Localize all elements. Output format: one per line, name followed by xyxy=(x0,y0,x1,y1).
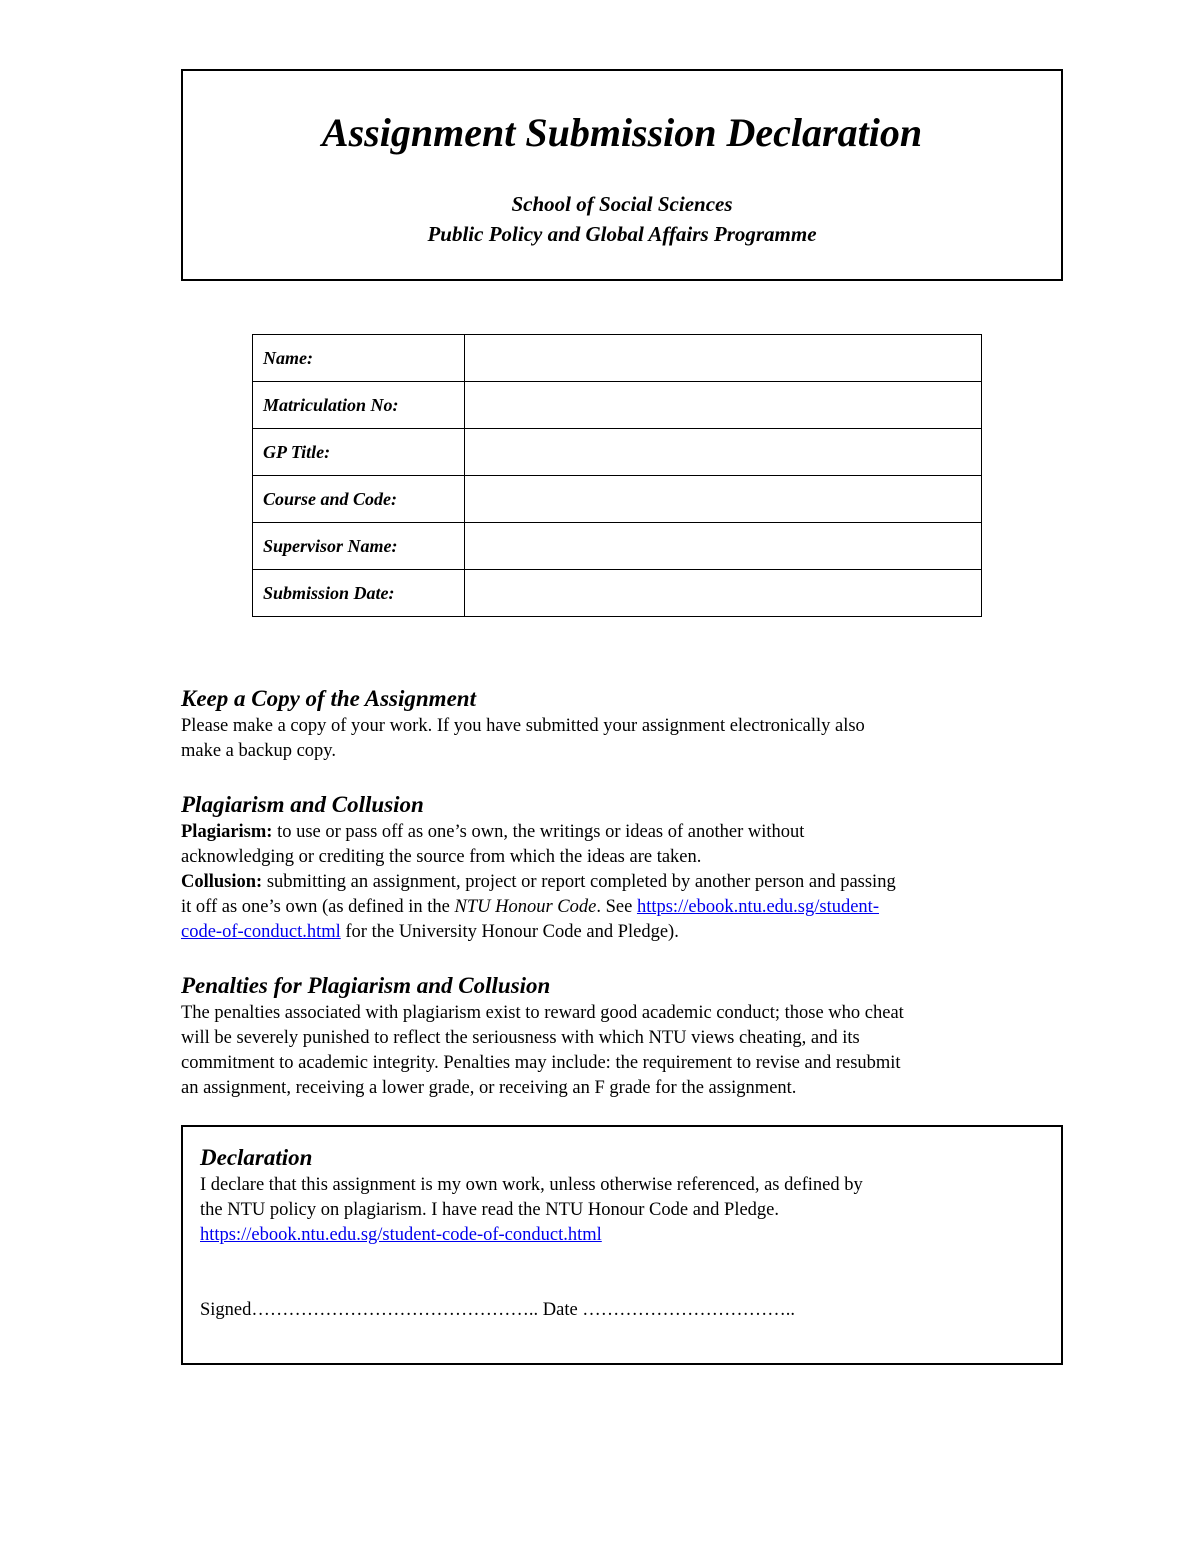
gp-title-field[interactable] xyxy=(465,429,982,476)
header-box xyxy=(181,69,1063,281)
declaration-box xyxy=(181,1125,1063,1365)
programme-name: Public Policy and Global Affairs Programme xyxy=(427,222,817,246)
plagiarism-definition-text: to use or pass off as one’s own, the writings or ideas of another without xyxy=(272,822,805,842)
keep-copy-line-1: Please make a copy of your work. If you have submitted your assignment electronically also xyxy=(181,716,865,736)
supervisor-field[interactable] xyxy=(465,523,982,570)
supervisor-label: Supervisor Name: xyxy=(253,523,465,570)
table-row xyxy=(253,523,982,570)
collusion-text-c: for the University Honour Code and Pledge). xyxy=(340,922,679,942)
name-label: Name: xyxy=(253,335,465,382)
collusion-text-a: it off as one’s own (as defined in the xyxy=(181,897,455,917)
honour-code-reference: NTU Honour Code xyxy=(454,897,597,917)
table-row xyxy=(253,335,982,382)
keep-copy-heading: Keep a Copy of the Assignment xyxy=(181,686,476,711)
name-field[interactable] xyxy=(465,335,982,382)
gp-title-label: GP Title: xyxy=(253,429,465,476)
declaration-code-of-conduct-link[interactable]: https://ebook.ntu.edu.sg/student-code-of-conduct.html xyxy=(200,1225,602,1245)
plagiarism-term: Plagiarism: xyxy=(181,822,273,842)
declaration-line-2: the NTU policy on plagiarism. I have read the NTU Honour Code and Pledge. xyxy=(200,1200,780,1220)
penalties-heading: Penalties for Plagiarism and Collusion xyxy=(181,973,551,998)
plagiarism-heading: Plagiarism and Collusion xyxy=(181,792,424,817)
collusion-definition-line-2 xyxy=(181,895,1041,920)
submission-date-field[interactable] xyxy=(465,570,982,617)
declaration-heading: Declaration xyxy=(200,1145,313,1170)
course-code-label: Course and Code: xyxy=(253,476,465,523)
collusion-definition-line-1 xyxy=(181,870,1041,895)
declaration-link-line xyxy=(200,1223,1044,1248)
plagiarism-definition-line-1 xyxy=(181,820,1041,845)
document-title: Assignment Submission Declaration xyxy=(321,110,923,155)
collusion-definition-line-3 xyxy=(181,920,1041,945)
plagiarism-definition-line-2: acknowledging or crediting the source from which the ideas are taken. xyxy=(181,847,702,867)
penalties-line-2: will be severely punished to reflect the seriousness with which NTU views cheating, and its xyxy=(181,1028,860,1048)
matriculation-label: Matriculation No: xyxy=(253,382,465,429)
table-row xyxy=(253,382,982,429)
matriculation-field[interactable] xyxy=(465,382,982,429)
submission-date-label: Submission Date: xyxy=(253,570,465,617)
penalties-section xyxy=(181,971,1041,1101)
collusion-term: Collusion: xyxy=(181,872,263,892)
keep-copy-line-2: make a backup copy. xyxy=(181,741,336,761)
collusion-definition-text: submitting an assignment, project or report completed by another person and passing xyxy=(262,872,896,892)
table-row xyxy=(253,570,982,617)
collusion-text-b: . See xyxy=(596,897,637,917)
course-code-field[interactable] xyxy=(465,476,982,523)
signature-date-line[interactable]: Signed……………………………………….. Date …………………………….. xyxy=(200,1300,796,1320)
table-row xyxy=(253,429,982,476)
table-row xyxy=(253,476,982,523)
code-of-conduct-link-part-1[interactable]: https://ebook.ntu.edu.sg/student- xyxy=(636,897,879,917)
student-info-table xyxy=(252,334,982,617)
declaration-line-1: I declare that this assignment is my own work, unless otherwise referenced, as defined by xyxy=(200,1175,863,1195)
plagiarism-section xyxy=(181,790,1041,945)
penalties-line-4: an assignment, receiving a lower grade, or receiving an F grade for the assignment. xyxy=(181,1078,797,1098)
penalties-line-1: The penalties associated with plagiarism exist to reward good academic conduct; those who cheat xyxy=(181,1003,904,1023)
school-name: School of Social Sciences xyxy=(511,192,733,216)
code-of-conduct-link-part-2[interactable]: code-of-conduct.html xyxy=(181,922,341,942)
penalties-line-3: commitment to academic integrity. Penalties may include: the requirement to revise and resubmit xyxy=(181,1053,901,1073)
keep-copy-section xyxy=(181,684,1041,764)
